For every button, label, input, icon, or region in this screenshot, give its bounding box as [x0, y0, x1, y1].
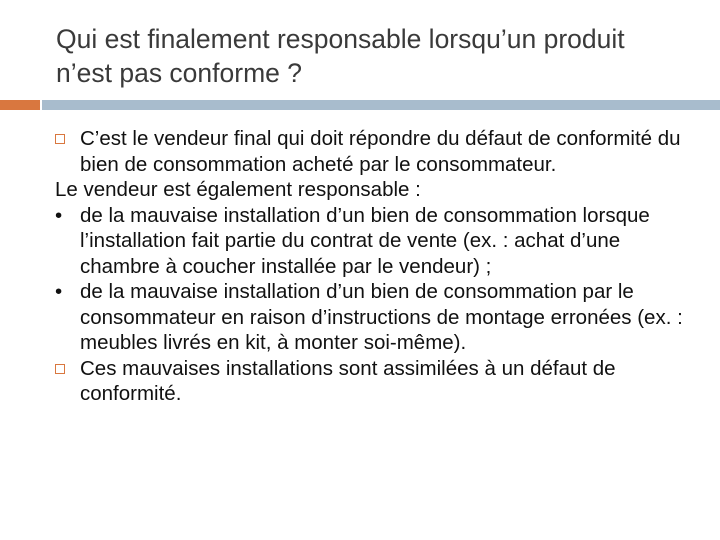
- slide-content: [55, 126, 695, 407]
- square-bullet-icon: [55, 364, 65, 374]
- bullet-text: C’est le vendeur final qui doit répondre du défaut de conformité du bien de consommation acheté par le consommateur.: [80, 127, 681, 176]
- slide-title: Qui est finalement responsable lorsqu’un produit n’est pas conforme ?: [56, 24, 625, 88]
- dot-text: de la mauvaise installation d’un bien de consommation lorsque l’installation fait partie du contrat de vente (ex. : achat d’une chambre à coucher installée par le vendeur) ;: [80, 203, 650, 278]
- bullet-item-vendor: [55, 126, 695, 177]
- dot-text: de la mauvaise installation d’un bien de consommation par le consommateur en raison d’instructions de montage erronées (ex. : meubles livrés en kit, à monter soi-même).: [80, 280, 683, 354]
- title-divider-bar: [42, 100, 720, 110]
- title-divider-accent: [0, 100, 40, 110]
- dot-item-installation-contract: [55, 203, 695, 280]
- square-bullet-icon: [55, 134, 65, 144]
- dot-item-installation-consumer: [55, 279, 695, 356]
- bullet-text: Ces mauvaises installations sont assimilées à un défaut de conformité.: [80, 356, 616, 405]
- bullet-item-assimilated: [55, 356, 695, 407]
- paragraph-text: Le vendeur est également responsable :: [55, 178, 421, 201]
- dot-bullet-icon: •: [55, 280, 63, 303]
- dot-bullet-icon: •: [55, 203, 63, 227]
